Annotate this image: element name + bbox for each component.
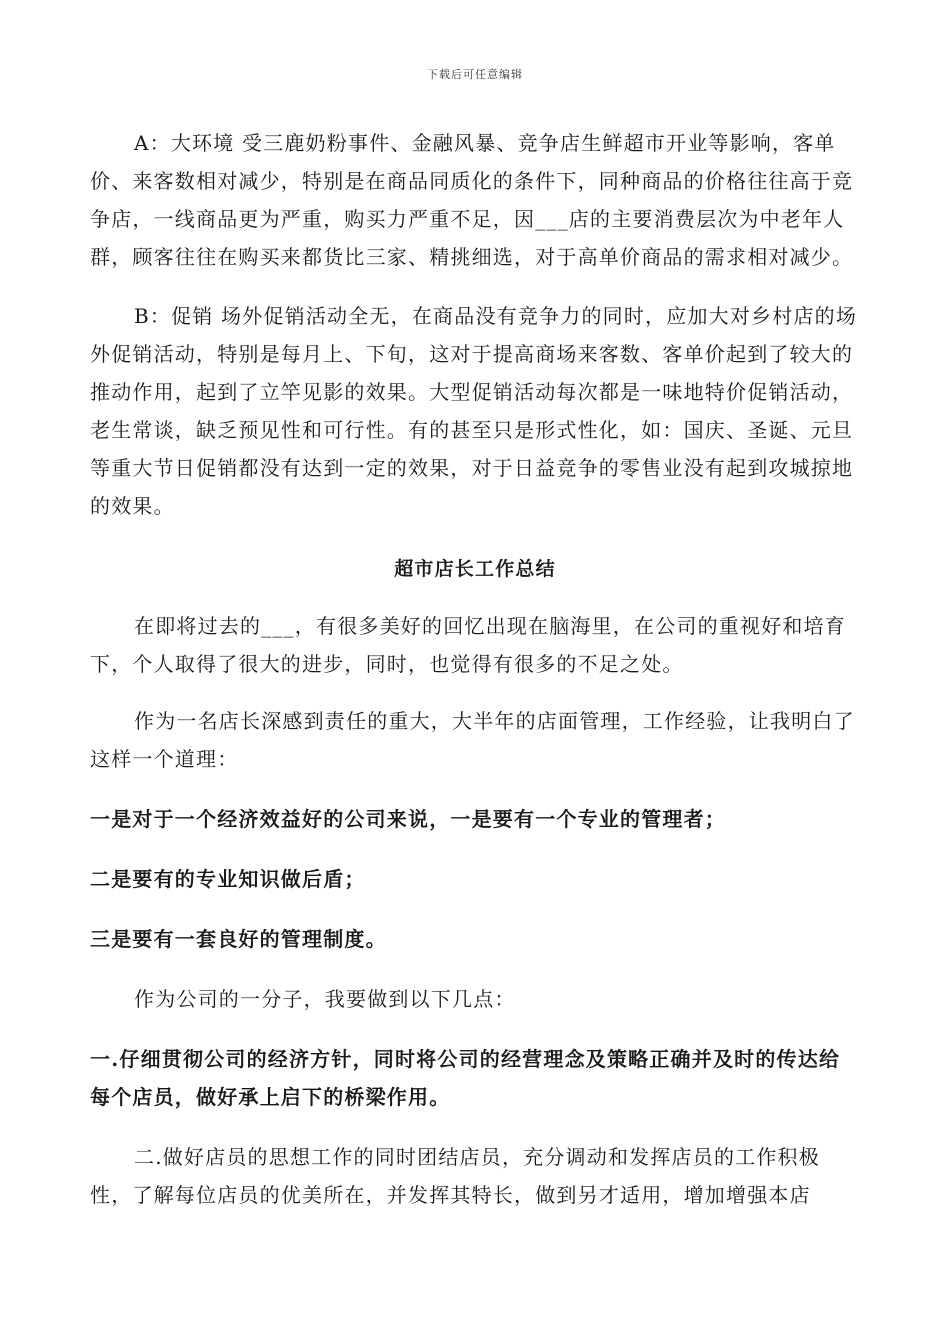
point-knowledge: 二是要有的专业知识做后盾； (90, 867, 366, 891)
paragraph-environment: A：大环境 受三鹿奶粉事件、金融风暴、竞争店生鲜超市开业等影响，客单价、来客数相对减少，特别是在商品同质化的条件下，同种商品的价格往往高于竞争店，一线商品更为严重，购买力严重不足，因___店的主要消费层次为中老年人群，顾客往往在购买来都货比三家、精挑细选，对于高单价商品的需求相对减少。 (90, 131, 854, 269)
page-header: 下载后可任意编辑 (427, 68, 523, 81)
section-title: 超市店长工作总结 (394, 558, 556, 580)
paragraph-responsibility: 作为一名店长深感到责任的重大，大半年的店面管理，工作经验，让我明白了这样一个道理： (90, 709, 855, 771)
paragraph-commitments: 作为公司的一分子，我要做到以下几点： (134, 987, 516, 1011)
paragraph-intro: 在即将过去的___，有很多美好的回忆出现在脑海里，在公司的重视好和培育下，个人取得了很大的进步，同时，也觉得有很多的不足之处。 (90, 614, 846, 676)
list-item-policy: 一.仔细贯彻公司的经济方针，同时将公司的经营理念及策略正确并及时的传达给每个店员，做好承上启下的桥梁作用。 (90, 1047, 841, 1109)
point-manager: 一是对于一个经济效益好的公司来说，一是要有一个专业的管理者； (90, 807, 726, 831)
document-body (90, 124, 860, 1214)
point-system: 三是要有一套良好的管理制度。 (90, 927, 387, 951)
list-item-staff: 二.做好店员的思想工作的同时团结店员，充分调动和发挥店员的工作积极性，了解每位店员的优美所在，并发挥其特长，做到另才适用，增加增强本店 (90, 1145, 820, 1207)
paragraph-promotion: B：促销 场外促销活动全无，在商品没有竞争力的同时，应加大对乡村店的场外促销活动，特别是每月上、下旬，这对于提高商场来客数、客单价起到了较大的推动作用，起到了立竿见影的效果。大型促销活动每次都是一味地特价促销活动，老生常谈，缺乏预见性和可行性。有的甚至只是形式性化，如：国庆、圣诞、元旦等重大节日促销都没有达到一定的效果，对于日益竞争的零售业没有起到攻城掠地的效果。 (90, 304, 858, 518)
